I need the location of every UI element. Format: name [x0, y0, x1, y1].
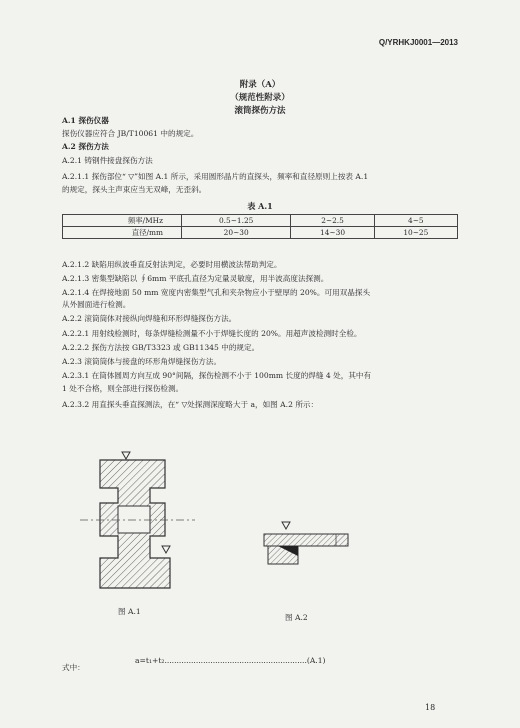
a211-line-1: A.2.1.1 探伤部位“ ▽”如图 A.1 所示，采用圆形晶片的直探头，频率和直径原则上按表 A.1 [62, 172, 369, 181]
appendix-title: 附录（A） [239, 80, 281, 90]
table-cell: 2~2.5 [291, 215, 374, 227]
table-cell: 0.5~1.25 [182, 215, 291, 227]
a231-line-1: A.2.3.1 在筒体圆周方向互成 90°间隔，探伤检测不小于 100mm 长度的焊缝 4 处，其中有 [62, 371, 372, 380]
a2-heading: A.2 探伤方法 [62, 142, 109, 151]
table-cell: 频率/MHz [63, 215, 182, 227]
table-cell: 14~30 [291, 227, 374, 239]
a23-line: A.2.3 滚筒筒体与接盘的环形角焊缝探伤方法。 [62, 357, 222, 366]
a21-line: A.2.1 铸钢件接盘探伤方法 [62, 156, 153, 165]
table-cell: 20~30 [182, 227, 291, 239]
a231-line-2: 1 处不合格，则全部进行探伤检测。 [62, 384, 184, 393]
a214-line-1: A.2.1.4 在焊接地面 50 mm 宽度内密集型气孔和夹杂物应小于壁厚的 20%。可用双晶探头 [62, 288, 371, 297]
a212-line: A.2.1.2 缺陷用纵波垂直反射法判定，必要时用横波法帮助判定。 [62, 260, 282, 269]
figure-a1-drawing [70, 448, 200, 598]
figure-a2-drawing [246, 520, 356, 580]
a232-line: A.2.3.2 用直探头垂直探测法，在“ ▽处探测深度略大于 a，如图 A.2 所示： [62, 400, 319, 409]
a221-line: A.2.2.1 用射线检测时，每条焊缝检测量不小于焊缝长度的 20%。用超声波检测时全检。 [62, 329, 362, 338]
a213-line: A.2.1.3 密集型缺陷以 ∮6mm 平底孔直径为定量灵敏度，用半波高度法探测。 [62, 274, 329, 283]
a222-line: A.2.2.2 探伤方法按 GB/T3323 或 GB11345 中的规定。 [62, 343, 260, 352]
section-title: 滚筒探伤方法 [234, 106, 286, 116]
table-cell: 4~5 [374, 215, 457, 227]
table-row [63, 227, 458, 239]
appendix-type: （规范性附录） [230, 93, 290, 103]
a214-line-2: 从外圆面进行检测。 [62, 300, 131, 309]
page-number: 18 [425, 703, 436, 712]
a1-heading: A.1 探伤仪器 [62, 116, 109, 125]
a22-line: A.2.2 滚筒筒体对接纵向焊缝和环形焊缝探伤方法。 [62, 314, 237, 323]
formula-label: 式中： [62, 663, 85, 672]
table-cell: 10~25 [374, 227, 457, 239]
table-cell: 直径/mm [63, 227, 182, 239]
figure-a1-caption: 图 A.1 [118, 607, 141, 616]
a211-line-2: 的规定，探头主声束应当无双峰，无歪斜。 [62, 185, 207, 194]
document-code: Q/YRHKJ0001—2013 [378, 38, 458, 47]
figure-a2-caption: 图 A.2 [285, 613, 308, 622]
a1-text: 探伤仪器应符合 JB/T10061 中的规定。 [62, 129, 199, 138]
table-a1 [62, 214, 458, 239]
table-row [63, 215, 458, 227]
formula-a1: a=t₁+t₂...........................................................(A.1) [135, 656, 326, 665]
table-caption: 表 A.1 [247, 201, 273, 211]
